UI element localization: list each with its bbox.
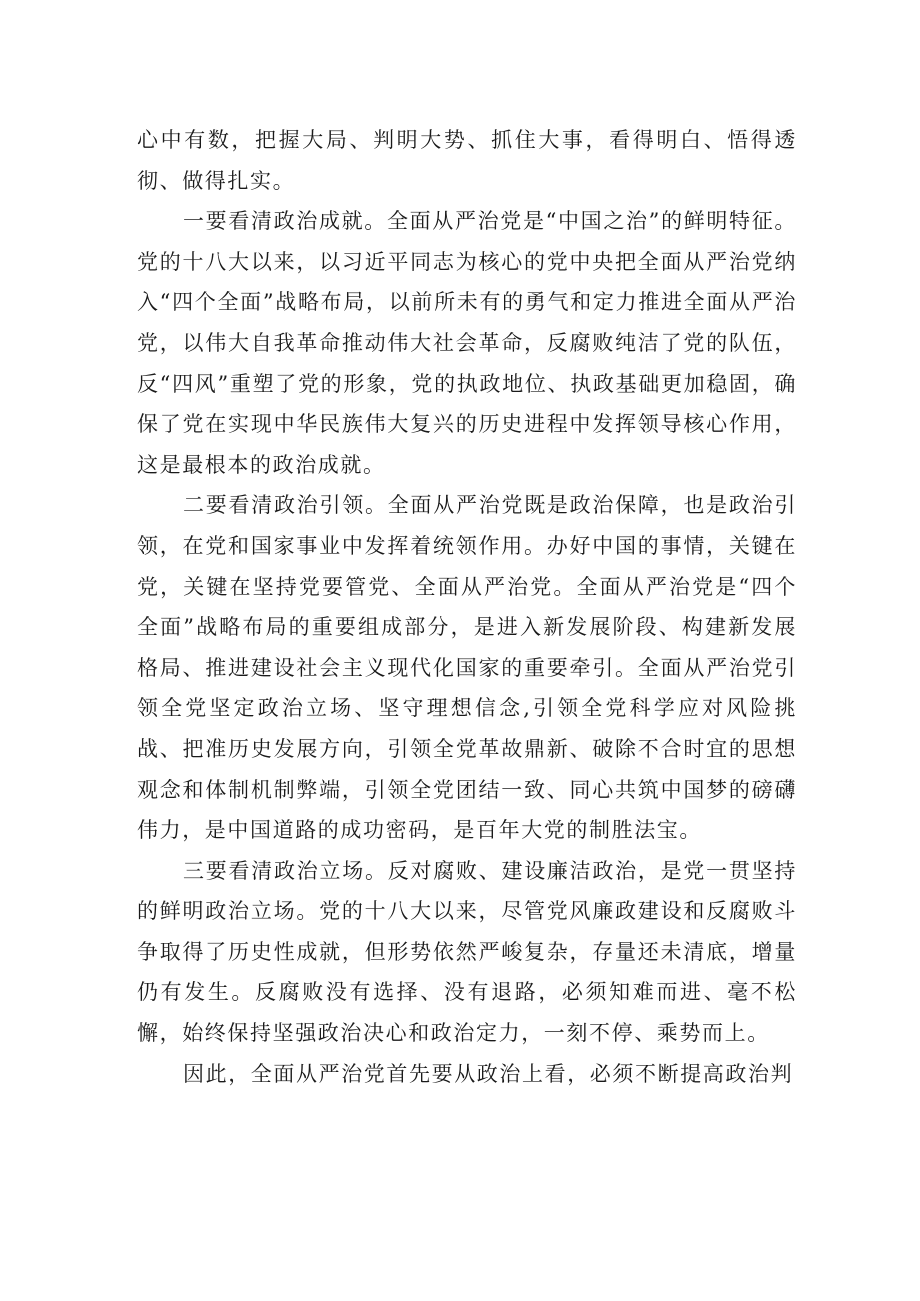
paragraph-political-guidance: 二要看清政治引领。全面从严治党既是政治保障，也是政治引领，在党和国家事业中发挥着统领作用。办好中国的事情，关键在党，关键在坚持党要管党、全面从严治党。全面从严治党是“四个全面”战略布局的重要组成部分，是进入新发展阶段、构建新发展格局、推进建设社会主义现代化国家的重要牵引。全面从严治党引领全党坚定政治立场、坚守理想信念,引领全党科学应对风险挑战、把准历史发展方向，引领全党革故鼎新、破除不合时宜的思想观念和体制机制弊端，引领全党团结一致、同心共筑中国梦的磅礴伟力，是中国道路的成功密码，是百年大党的制胜法宝。	[137, 493, 797, 843]
paragraph-continuation: 心中有数，把握大局、判明大势、抓住大事，看得明白、悟得透彻、做得扎实。	[137, 128, 797, 193]
paragraph-political-achievement: 一要看清政治成就。全面从严治党是“中国之治”的鲜明特征。党的十八大以来，以习近平同志为核心的党中央把全面从严治党纳入“四个全面”战略布局，以前所未有的勇气和定力推进全面从严治党，以伟大自我革命推动伟大社会革命，反腐败纯洁了党的队伍，反“四风”重塑了党的形象，党的执政地位、执政基础更加稳固，确保了党在实现中华民族伟大复兴的历史进程中发挥领导核心作用，这是最根本的政治成就。	[137, 209, 797, 477]
paragraph-conclusion: 因此，全面从严治党首先要从政治上看，必须不断提高政治判	[183, 1061, 794, 1086]
paragraph-political-stance: 三要看清政治立场。反对腐败、建设廉洁政治，是党一贯坚持的鲜明政治立场。党的十八大以来，尽管党风廉政建设和反腐败斗争取得了历史性成就，但形势依然严峻复杂，存量还未清底，增量仍有发生。反腐败没有选择、没有退路，必须知难而进、毫不松懈，始终保持坚强政治决心和政治定力，一刻不停、乘势而上。	[137, 858, 797, 1046]
body-text	[137, 120, 797, 1094]
